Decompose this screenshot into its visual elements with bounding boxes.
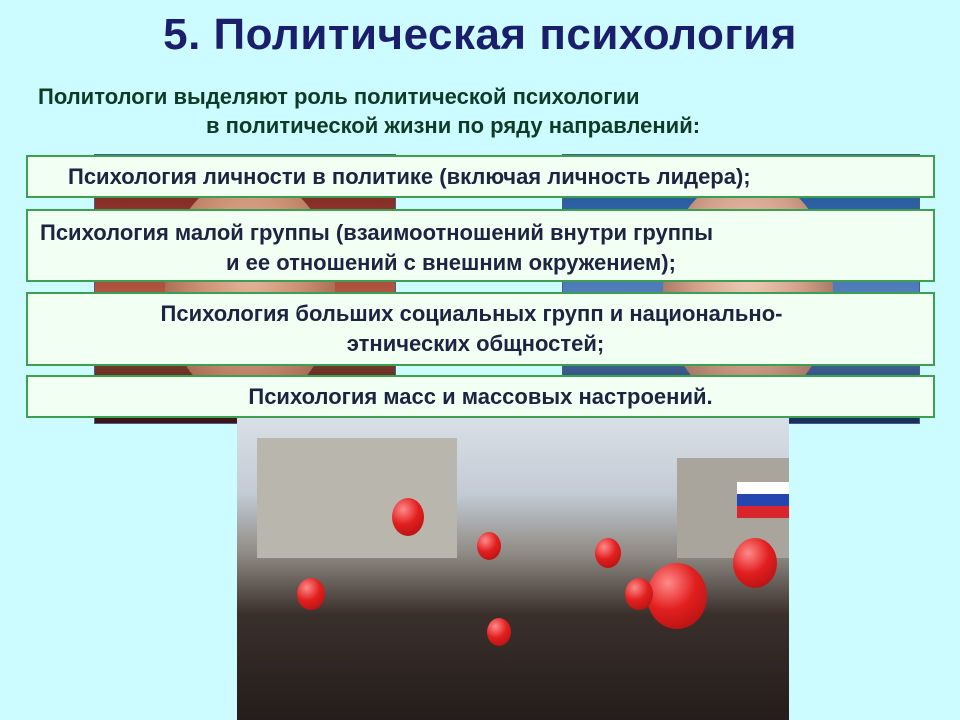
intro-line-1: Политологи выделяют роль политической психологии	[38, 84, 640, 109]
direction-text: Психология больших социальных групп и национально-	[160, 301, 783, 326]
balloon	[487, 618, 511, 646]
direction-item-personality	[26, 155, 935, 198]
balloon	[595, 538, 621, 568]
crowd-rally-photo	[237, 418, 789, 720]
direction-item-large-groups	[26, 292, 935, 366]
direction-text: Психология личности в политике (включая личность лидера);	[68, 164, 751, 189]
balloon	[477, 532, 501, 560]
direction-item-small-group	[26, 209, 935, 282]
slide-title: 5. Политическая психология	[163, 10, 797, 59]
building	[257, 438, 457, 558]
intro-line-2: в политической жизни по ряду направлений:	[206, 113, 701, 138]
direction-text: этнических общностей;	[346, 331, 605, 356]
direction-text: Психология малой группы (взаимоотношений внутри группы	[40, 220, 714, 245]
flag-icon	[737, 482, 789, 518]
balloon	[297, 578, 325, 610]
direction-item-masses	[26, 375, 935, 418]
balloon	[733, 538, 777, 588]
intro-text	[38, 82, 858, 140]
balloon	[625, 578, 653, 610]
balloon	[647, 563, 707, 629]
balloon	[392, 498, 424, 536]
direction-text: Психология масс и массовых настроений.	[248, 384, 713, 409]
direction-text: и ее отношений с внешним окружением);	[226, 250, 676, 275]
